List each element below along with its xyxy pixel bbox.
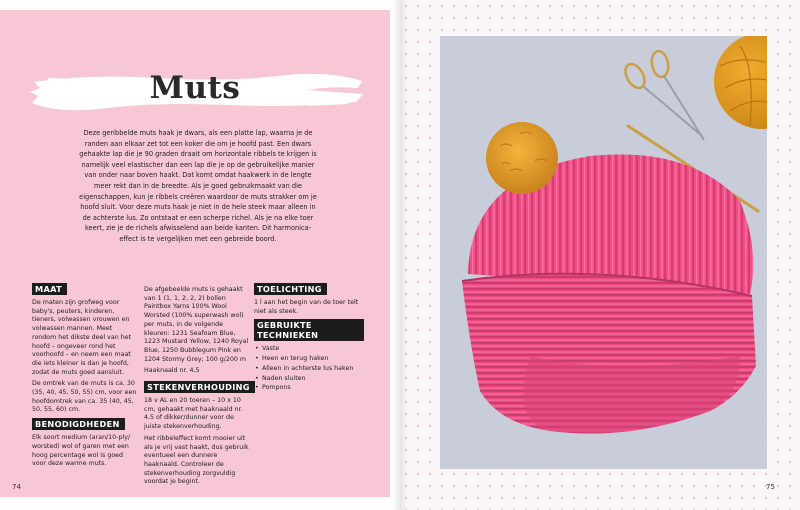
hook-text: Haaknaald nr. 4,5 — [144, 367, 200, 375]
list-item: • Heen en terug haken — [254, 355, 364, 364]
maat-text-2: De omtrek van de muts is ca. 30 (35, 40, 45, 50, 55) cm, voor een hoofdomtrek van ca. 35 (40, 45, 50, 55, 60) cm. — [32, 380, 137, 414]
page-title: Muts — [149, 70, 241, 106]
column-2 — [144, 286, 250, 490]
list-item: • Pompons — [254, 384, 364, 393]
list-item: • Naden sluiten — [254, 375, 364, 384]
heading-stekenverhouding: STEKENVERHOUDING — [144, 381, 255, 393]
pompom — [486, 122, 558, 194]
benodigdheden-text: Elk soort medium (aran/10-ply/ worsted) wol of garen met een hoog percentage wol is goed voor deze warme muts. — [32, 434, 131, 468]
page-number-left: 74 — [12, 483, 21, 491]
technieken-list — [254, 345, 364, 393]
toelichting-text: 1 l aan het begin van de toer telt niet als steek. — [254, 299, 359, 315]
heading-technieken: GEBRUIKTE TECHNIEKEN — [254, 319, 364, 341]
yarn-text: De afgebeelde muts is gehaakt van 1 (1, 1, 2, 2, 2) bollen Paintbox Yarns 100% Wool Worsted (100% superwash wol) per muts, in de volgende kleuren: 1231 Seafoam Blue, 1223 Mustard Yellow, 1240 Royal Blue, 1250 Bubblegum Pink en 1204 Stormy Grey; 100 g/200 m — [144, 286, 249, 363]
hat-photo — [440, 36, 767, 469]
column-1 — [32, 283, 138, 472]
gauge-text-2: Het ribbeleffect komt mooier uit als je vrij vast haakt, dus gebruik eventueel een dunnere haaknaald. Controleer de stekenverhouding zorgvuldig voordat je begint. — [144, 434, 249, 486]
book-gutter — [392, 0, 408, 510]
column-3 — [254, 283, 364, 394]
page-number-right: 75 — [766, 483, 775, 491]
heading-benodigdheden: BENODIGDHEDEN — [32, 418, 125, 430]
intro-paragraph: Deze geribbelde muts haak je dwars, als een platte lap, waarna je de randen aan elkaar zet tot een koker die om je hoofd past. Een dwars gehaakte lap die je 90 graden draait om horizontale ribbels te krijgen is namelijk veel elastischer dan een lap die je op de gebruikelijke manier van onder naar boven haakt. Dat komt omdat haakwerk in de lengte meer rekt dan in de breedte. Als je goed gebruikmaakt van die eigenschappen, kun je ribbels creëren waardoor de muts strakker om je hoofd sluit. Voor deze muts haak je niet in de hele steek maar alleen in de achterste lus. Zo ontstaat er een scherpe richel. Als je na elke toer keert, zie je de richels afwisselend aan beide kanten. Dit harmonica-effect is te vergelijken met een gebreide boord. — [79, 129, 317, 243]
list-item: • Alleen in achterste lus haken — [254, 365, 364, 374]
heading-maat: MAAT — [32, 283, 67, 295]
list-item: • Vaste — [254, 345, 364, 354]
pink-hat — [462, 154, 756, 433]
heading-toelichting: TOELICHTING — [254, 283, 327, 295]
maat-text-1: De maten zijn grofweg voor baby's, peuters, kinderen, tieners, volwassen vrouwen en volwassen mannen. Meet rondom het dikste deel van het hoofd – ongeveer rond het voorhoofd – en neem een maat die iets kleiner is dan je hoofd, zodat de muts goed aansluit. — [32, 299, 132, 376]
gauge-text-1: 18 v AL en 20 toeren – 10 x 10 cm, gehaakt met haaknaald nr. 4,5 of dikker/dunner voor de juiste stekenverhouding. — [144, 397, 243, 431]
